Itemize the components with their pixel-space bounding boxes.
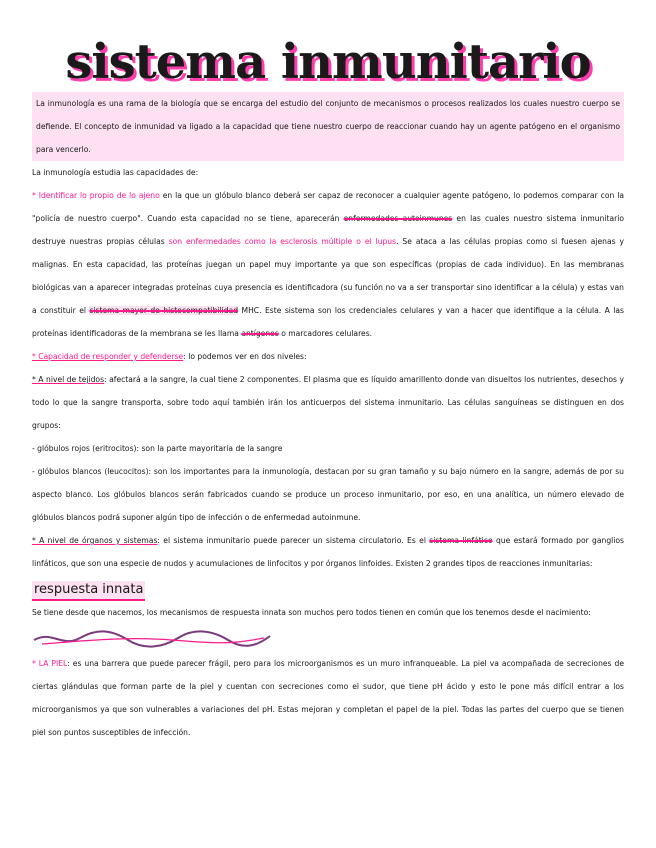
paragraph-identify xyxy=(32,184,624,345)
examples-text: son enfermedades como la esclerosis múltiple o el lupus xyxy=(168,237,397,246)
list-item-white-cells: - glóbulos blancos (leucocitos): son los importantes para la inmunología, destacan por su gran tamaño y su bajo número en la sangre, además de por su aspecto blanco. Los glóbulos blancos serán fabricados cuando se produce un proceso inmunitario, por eso, en una analítica, un número elevado de glóbulos blancos podrá suponer algún tipo de infección o de enfermedad autoinmune. xyxy=(32,467,624,522)
paragraph-respond xyxy=(32,345,624,368)
lymphatic-term: sistema linfático xyxy=(429,536,493,545)
identify-text-1: en la que un glóbulo blanco deberá ser capaz de reconocer a cualquier agente patógeno, lo podemos comparar con la "policía de nuestro cuerpo". Cuando esta capacidad no se tiene, aparecerán xyxy=(32,191,625,223)
organs-text-1: : el sistema inmunitario puede parecer un sistema circulatorio. Es el xyxy=(157,536,430,545)
organs-text-2: que estará formado por ganglios linfáticos, que son una especie de nudos y acumulaciones de linfocitos y por órganos linfoides. Existen 2 grandes tipos de reacciones inmunitarias: xyxy=(32,536,624,568)
tissues-text: : afectará a la sangre, la cual tiene 2 componentes. El plasma que es líquido amarillento donde van disueltos los nutrientes, desechos y todo lo que la sangre transporta, sobre todo aquí también irán los anticuerpos del sistema inmunitario. Las células sanguíneas se distinguen en dos grupos: xyxy=(32,375,624,430)
identify-text-4: MHC. Este sistema son los credenciales celulares y van a hacer que identifique a la célula. A las proteínas identificadoras de la membrana se les llama xyxy=(32,306,624,338)
respond-lead: * Capacidad de responder y defenderse xyxy=(32,352,184,361)
squiggle-decoration xyxy=(32,628,272,650)
capacities-intro: La inmunología estudia las capacidades de: xyxy=(32,168,199,177)
skin-text: : es una barrera que puede parecer frágil, pero para los microorganismos es un muro infranqueable. La piel va acompañada de secreciones de ciertas glándulas que forman parte de la piel y cuentan con secreciones como el sudor, que tiene pH ácido y esto le pone más difícil entrar a los microorganismos ya que son vulnerables a variaciones del pH. Estas mejoran y completan el papel de la piel. Todas las partes del cuerpo que se tienen piel son puntos susceptibles de infección. xyxy=(32,659,624,737)
paragraph-tissues xyxy=(32,368,624,437)
skin-lead: * LA PIEL xyxy=(32,659,68,668)
section-heading: respuesta innata xyxy=(32,581,145,601)
paragraph-organs xyxy=(32,529,624,575)
respond-text: : lo podemos ver en dos niveles: xyxy=(183,352,307,361)
paragraph-skin xyxy=(32,652,624,744)
identify-text-3: . Se ataca a las células propias como si fuesen ajenas y malignas. En esta capacidad, las proteínas juegan un papel muy importante ya que son específicas (propias de cada individuo). En las membranas biológicas van a aparecer integradas proteínas cuya presencia es identificadora (su función no va a ser transportar sino identificar a la célula) y estas van a constituir el xyxy=(32,237,624,315)
identify-lead: * Identificar lo propio de lo ajeno xyxy=(32,191,160,200)
page-title: sistema inmunitario xyxy=(65,34,591,90)
mhc-term: sistema mayor de histocompatibilidad xyxy=(89,306,239,315)
intro-paragraph: La inmunología es una rama de la biología que se encarga del estudio del conjunto de mecanismos o procesos realizados los cuales nuestro cuerpo se defiende. El concepto de inmunidad va ligado a la capacidad que tiene nuestro cuerpo de reaccionar cuando hay un agente patógeno en el organismo para vencerlo. xyxy=(32,92,624,161)
paragraph-innate: Se tiene desde que nacemos, los mecanismos de respuesta innata son muchos pero todos tienen en común que los tenemos desde el nacimiento: xyxy=(32,608,591,617)
autoimmune-term: enfermedades autoinmunes xyxy=(343,214,453,223)
notes-page xyxy=(32,92,624,744)
organs-lead: * A nivel de órganos y sistemas xyxy=(32,536,158,545)
list-item-red-cells: - glóbulos rojos (eritrocitos): son la parte mayoritaria de la sangre xyxy=(32,444,283,453)
tissues-lead: * A nivel de tejidos xyxy=(32,375,105,384)
identify-text-5: o marcadores celulares. xyxy=(278,329,373,338)
antigens-term: antígenos xyxy=(241,329,279,338)
identify-text-2: en las cuales nuestro sistema inmunitario destruye nuestras propias células xyxy=(32,214,624,246)
